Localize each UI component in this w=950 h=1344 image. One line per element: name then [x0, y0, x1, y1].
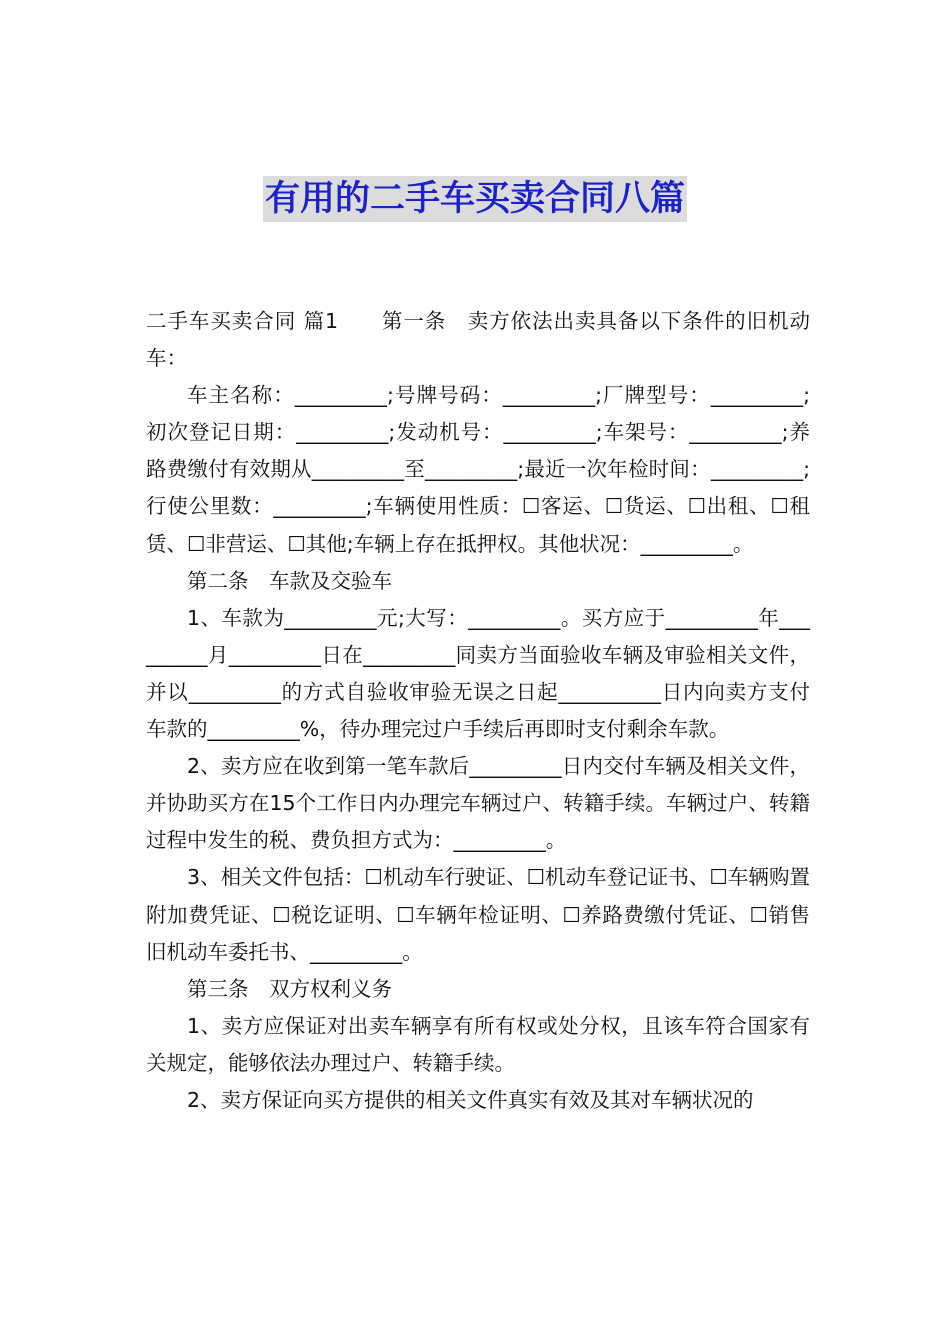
paragraph-related-documents: 3、相关文件包括：☐机动车行驶证、☐机动车登记证书、☐车辆购置附加费凭证、☐税讫证明、☐车辆年检证明、☐养路费缴付凭证、☐销售旧机动车委托书、_________。 — [146, 865, 810, 964]
paragraph-delivery-terms: 2、卖方应在收到第一笔车款后_________日内交付车辆及相关文件，并协助买方在15个工作日内办理完车辆过户、转籍手续。车辆过户、转籍过程中发生的税、费负担方式为：_________。 — [146, 754, 810, 853]
paragraph-payment-terms: 1、车款为_________元;大写：_________。买方应于_________年_________月_________日在_________同卖方当面验收车辆及审验相关文件，并以_________的方式自验收审验无误之日起__________日内向卖方支付车款的_________%，待办理完过户手续后再即时支付剩余车款。 — [146, 605, 810, 742]
document-body — [146, 303, 810, 1119]
document-title: 有用的二手车买卖合同八篇 — [263, 176, 687, 222]
paragraph-contract-intro: 二手车买卖合同 篇1 第一条 卖方依法出卖具备以下条件的旧机动车： — [146, 309, 810, 371]
paragraph-article-two-heading: 第二条 车款及交验车 — [187, 568, 392, 593]
title-container — [0, 176, 950, 222]
paragraph-seller-ownership: 1、卖方应保证对出卖车辆享有所有权或处分权，且该车符合国家有关规定，能够依法办理过户、转籍手续。 — [146, 1013, 810, 1075]
paragraph-seller-guarantee: 2、卖方保证向买方提供的相关文件真实有效及其对车辆状况的 — [187, 1087, 754, 1112]
paragraph-vehicle-details: 车主名称：_________;号牌号码：_________;厂牌型号：_________;初次登记日期：_________;发动机号：_________;车架号：_________;养路费缴付有效期从_________至_________;最近一次年检时间：_________;行使公里数：_________;车辆使用性质：☐客运、☐货运、☐出租、☐租赁、☐非营运、☐其他;车辆上存在抵押权。其他状况：_________。 — [146, 383, 810, 556]
paragraph-article-three-heading: 第三条 双方权利义务 — [187, 976, 392, 1001]
